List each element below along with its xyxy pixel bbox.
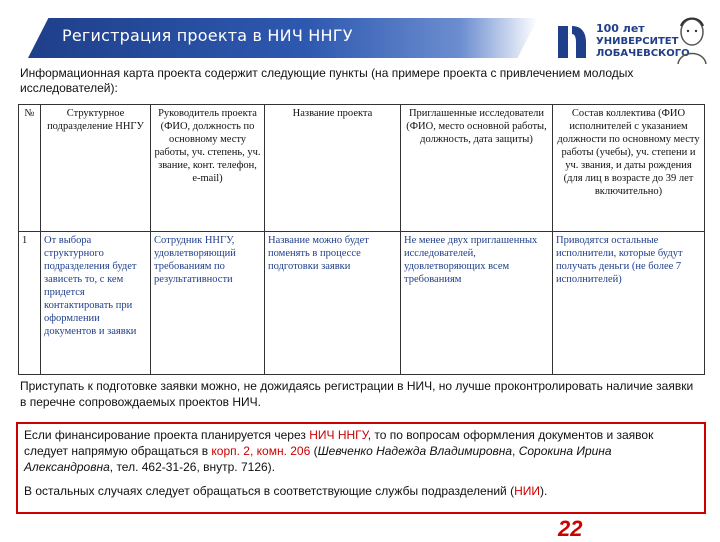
page-number: 22 — [558, 516, 583, 541]
other-cases-paragraph — [24, 483, 698, 499]
table-cell: Название можно будет поменять в процессе подготовки заявки — [265, 232, 401, 375]
table-header-cell: № — [19, 105, 41, 232]
text-run: В остальных случаях следует обращаться в соответствующие службы подразделений ( — [24, 484, 515, 498]
table-cell: От выбора структурного подразделения будет зависеть то, с кем придется контактировать при оформлении документов и заявки — [41, 232, 151, 375]
table-header-cell: Приглашенные исследователи (ФИО, место основной работы, должность, дата защиты) — [401, 105, 553, 232]
nii-highlight: НИИ — [514, 484, 541, 498]
logo-line-1: 100 лет — [596, 22, 645, 35]
text-run: Если финансирование проекта планируется через — [24, 428, 310, 442]
intro-text: Информационная карта проекта содержит следующие пункты (на примере проекта с привлечением молодых исследователей): — [20, 66, 634, 95]
university-logo — [554, 14, 714, 66]
page-title: Регистрация проекта в НИЧ ННГУ — [62, 26, 353, 45]
location-highlight: корп. 2, комн. 206 — [211, 444, 311, 458]
after-table-text: Приступать к подготовке заявки можно, не дожидаясь регистрации в НИЧ, но лучше проконтролировать наличие заявки в перечне сопровождаемых проектов НИЧ. — [20, 379, 694, 409]
contact-person-2: Сорокина Ирина Александровна — [24, 444, 612, 474]
contact-paragraph — [24, 427, 698, 475]
table-header-cell: Состав коллектива (ФИО исполнителей с указанием должности по основному месту работы (учебы), уч. степени и уч. звания, и даты рождения (для лиц в возрасте до 39 лет включительно) — [553, 105, 705, 232]
text-run: , то по вопросам оформления документов и заявок следует напрямую обращаться в — [24, 428, 654, 458]
text-run: ( — [310, 444, 318, 458]
table-cell: Приводятся остальные исполнители, которые будут получать деньги (не более 7 исполнителей) — [553, 232, 705, 375]
table-cell: Не менее двух приглашенных исследователей, удовлетворяющих всем требованиям — [401, 232, 553, 375]
contact-info-box — [16, 422, 706, 514]
table-header-cell: Структурное подразделение ННГУ — [41, 105, 151, 232]
table-cell: 1 — [19, 232, 41, 375]
logo-line-2: УНИВЕРСИТЕТ — [596, 36, 679, 47]
table-header-cell: Руководитель проекта (ФИО, должность по основному месту работы, уч. степень, уч. звание, конт. телефон, e-mail) — [151, 105, 265, 232]
logo-line-3: ЛОБАЧЕВСКОГО — [596, 48, 690, 59]
table-cell: Сотрудник ННГУ, удовлетворяющий требованиям по результативности — [151, 232, 265, 375]
info-card-table — [18, 104, 705, 375]
nich-highlight: НИЧ ННГУ — [309, 428, 368, 442]
contact-person-1: Шевченко Надежда Владимировна — [317, 444, 513, 458]
portrait-icon — [672, 14, 712, 66]
text-run: , — [512, 444, 519, 458]
text-run: , тел. 462-31-26, внутр. 7126). — [109, 460, 275, 474]
table-header-row — [19, 105, 705, 232]
text-run: ). — [540, 484, 548, 498]
table-row — [19, 232, 705, 375]
table-header-cell: Название проекта — [265, 105, 401, 232]
logo-mark-icon — [554, 22, 590, 62]
